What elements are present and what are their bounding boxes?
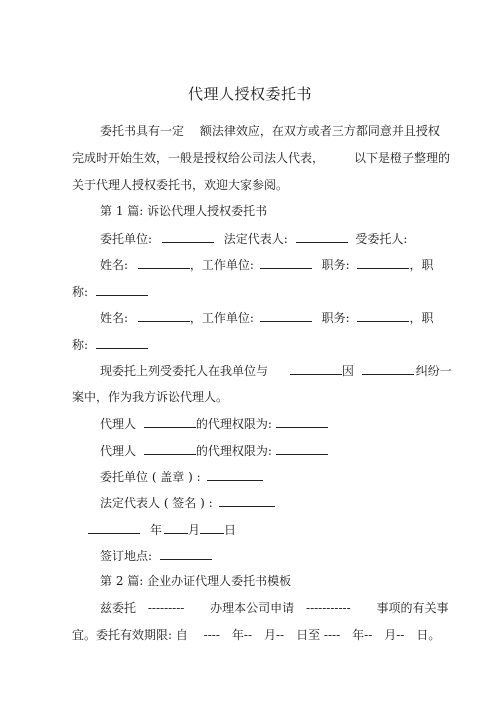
name-label-1: 姓名:	[100, 258, 129, 272]
trustee-2-title-row	[72, 336, 148, 353]
agent-1-row	[100, 415, 328, 432]
section-2-line-1	[100, 600, 448, 616]
section-2-line-2: 宜。委托有效期限: 自 ---- 年-- 月-- 日至 ---- 年-- 月-- 日。	[72, 628, 441, 642]
entrust-parties-row	[100, 230, 407, 247]
signature-label: 法定代表人 ( 签名 ) :	[100, 496, 213, 510]
seal-row	[100, 468, 263, 485]
workplace-blank-1[interactable]	[260, 256, 312, 269]
title-blank-2[interactable]	[96, 336, 148, 349]
agent-name-blank-1[interactable]	[144, 415, 196, 428]
agent-label-1: 代理人	[100, 417, 137, 431]
name-label-2: 姓名:	[100, 311, 129, 325]
date-row	[88, 521, 236, 538]
month-blank[interactable]	[164, 521, 188, 534]
entrust-text-b: 因	[341, 364, 354, 378]
post-label-1: 职务:	[321, 258, 350, 272]
document-title: 代理人授权委托书	[187, 85, 312, 103]
seal-blank[interactable]	[207, 468, 263, 481]
trustee-1-row	[100, 256, 433, 273]
trustee-dash-blank: ---------	[147, 601, 185, 615]
post-blank-1[interactable]	[357, 256, 409, 269]
entrust-text-c: 纠纷一	[415, 364, 452, 378]
post-label-2: 职务:	[321, 311, 350, 325]
post-blank-2[interactable]	[357, 309, 409, 322]
legal-rep-label: 法定代表人:	[223, 232, 288, 246]
day-blank[interactable]	[200, 521, 224, 534]
title-label-1: 称:	[72, 285, 89, 299]
intro-line-1: 委托书具有一定 额法律效应，在双方或者三方都同意并且授权	[100, 124, 440, 138]
name-blank-2[interactable]	[138, 309, 190, 322]
name-blank-1[interactable]	[138, 256, 190, 269]
title-blank-1[interactable]	[96, 283, 148, 296]
signature-row	[100, 494, 275, 511]
agent-label-2: 代理人	[100, 444, 137, 458]
entrust-text-a: 现委托上列受委托人在我单位与	[100, 364, 269, 378]
opponent-blank[interactable]	[290, 362, 342, 375]
sign-place-row	[100, 547, 212, 564]
agent-name-blank-2[interactable]	[144, 442, 196, 455]
legal-rep-blank[interactable]	[296, 230, 348, 243]
year-blank[interactable]	[88, 521, 140, 534]
intro-line-3: 关于代理人授权委托书，欢迎大家参阅。	[72, 178, 289, 192]
entrusting-unit-blank[interactable]	[162, 230, 214, 243]
trustee-2-row	[100, 309, 433, 326]
matter-dash-blank: -----------	[306, 601, 351, 615]
workplace-blank-2[interactable]	[260, 309, 312, 322]
section-1-heading: 第 1 篇: 诉讼代理人授权委托书	[100, 204, 268, 218]
entrusting-unit-label: 委托单位:	[100, 232, 153, 246]
seal-label: 委托单位 ( 盖章 ) :	[100, 470, 201, 484]
sign-place-blank[interactable]	[160, 547, 212, 560]
entrust-statement-row	[100, 362, 452, 379]
year-label: 年	[150, 523, 163, 537]
agent-scope-blank-2[interactable]	[276, 442, 328, 455]
signature-blank[interactable]	[219, 494, 275, 507]
trustee-label: 受委托人:	[355, 232, 408, 246]
day-label: 日	[224, 523, 237, 537]
trustee-1-title-row	[72, 283, 148, 300]
title-label-2: 称:	[72, 338, 89, 352]
workplace-label-1: ，工作单位:	[189, 258, 254, 272]
sign-place-label: 签订地点:	[100, 549, 153, 563]
section-2-heading: 第 2 篇: 企业办证代理人委托书模板	[100, 574, 292, 588]
entrust-label: 兹委托	[100, 601, 137, 615]
agent-scope-label-1: 的代理权限为:	[195, 417, 272, 431]
matter-label: 事项的有关事	[376, 601, 449, 615]
entrust-statement-cont: 案中，作为我方诉讼代理人。	[72, 390, 229, 404]
dispute-blank[interactable]	[362, 362, 414, 375]
title-suffix-2: ，职	[409, 311, 434, 325]
apply-label: 办理本公司申请	[210, 601, 295, 615]
agent-scope-blank-1[interactable]	[276, 415, 328, 428]
month-label: 月	[188, 523, 201, 537]
intro-line-2: 完成时开始生效，一般是授权给公司法人代表， 以下是橙子整理的	[72, 151, 451, 165]
title-suffix-1: ，职	[409, 258, 434, 272]
agent-scope-label-2: 的代理权限为:	[195, 444, 272, 458]
workplace-label-2: ，工作单位:	[189, 311, 254, 325]
agent-2-row	[100, 442, 328, 459]
